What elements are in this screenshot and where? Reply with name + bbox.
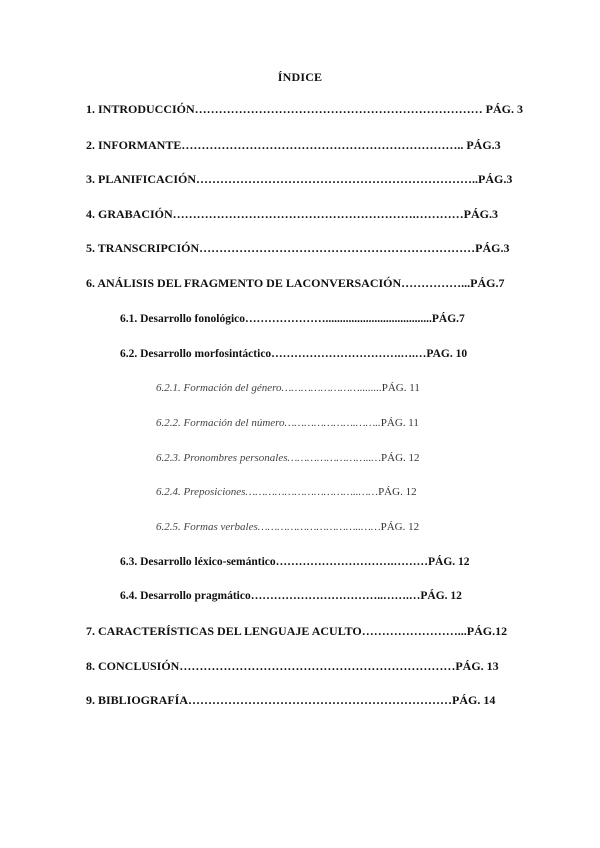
toc-entry-page: PÁG. 12 — [378, 486, 417, 498]
toc-entry-conclusion: 8. CONCLUSIÓN……………………………………………………………PÁG. 13 — [86, 659, 499, 673]
toc-entry-page: PÁG. 12 — [380, 521, 420, 533]
toc-entry-analisis: 6. ANÁLISIS DEL FRAGMENTO DE LACONVERSACIÓN……………...PÁG.7 — [86, 276, 505, 290]
toc-entry-planificacion: 3. PLANIFICACIÓN……………………………………………………………..PÁG.3 — [86, 172, 513, 186]
toc-entry-label: 6.2.5. Formas verbales…………………………..…… — [156, 521, 381, 533]
toc-entry-caracteristicas: 7. CARACTERÍSTICAS DEL LENGUAJE ACULTO……………………...PÁG.12 — [86, 624, 508, 638]
toc-entry-label: 6.2.3. Pronombres personales……………………..… — [156, 452, 382, 464]
toc-entry-introduccion: 1. INTRODUCCIÓN……………………………………………………………… PÁG. 3 — [86, 102, 524, 116]
toc-entry-numero — [156, 416, 419, 430]
toc-entry-genero — [156, 381, 420, 395]
toc-entry-lexico-semantico: 6.3. Desarrollo léxico-semántico………………………….………PÁG. 12 — [120, 556, 470, 568]
toc-entry-pragmatico: 6.4. Desarrollo pragmático……………………………..…….…PÁG. 12 — [120, 590, 462, 602]
toc-entry-pronombres — [156, 451, 420, 465]
toc-entry-page: PÁG. 12 — [381, 452, 420, 464]
toc-entry-label: 6.2.2. Formación del número………………….…….. — [156, 417, 381, 429]
toc-entry-bibliografia: 9. BIBLIOGRAFÍA…………………………………………………………PÁG. 14 — [86, 693, 496, 707]
toc-entry-label: 6.2.4. Preposiciones……………………………..…… — [156, 486, 379, 498]
toc-entry-page: PÁG. 11 — [381, 382, 420, 394]
index-title: ÍNDICE — [277, 70, 323, 84]
toc-entry-formas-verbales — [156, 520, 419, 534]
toc-entry-grabacion: 4. GRABACIÓN…………………………………………………….…………PÁG.3 — [86, 207, 499, 221]
toc-entry-transcripcion: 5. TRANSCRIPCIÓN……………………………………………………………PÁG.3 — [86, 241, 510, 255]
toc-entry-preposiciones — [156, 485, 417, 499]
toc-entry-page: PÁG. 11 — [380, 417, 419, 429]
toc-entry-fonologico: 6.1. Desarrollo fonológico………………….....................................PÁG.7 — [120, 313, 465, 325]
toc-entry-label: 6.2.1. Formación del género……………………........ — [156, 382, 382, 394]
toc-entry-morfosintactico: 6.2. Desarrollo morfosintáctico…………………………….….…PAG. 10 — [120, 348, 468, 360]
toc-entry-informante: 2. INFORMANTE…………………………………………………………….. PÁG.3 — [86, 138, 501, 152]
